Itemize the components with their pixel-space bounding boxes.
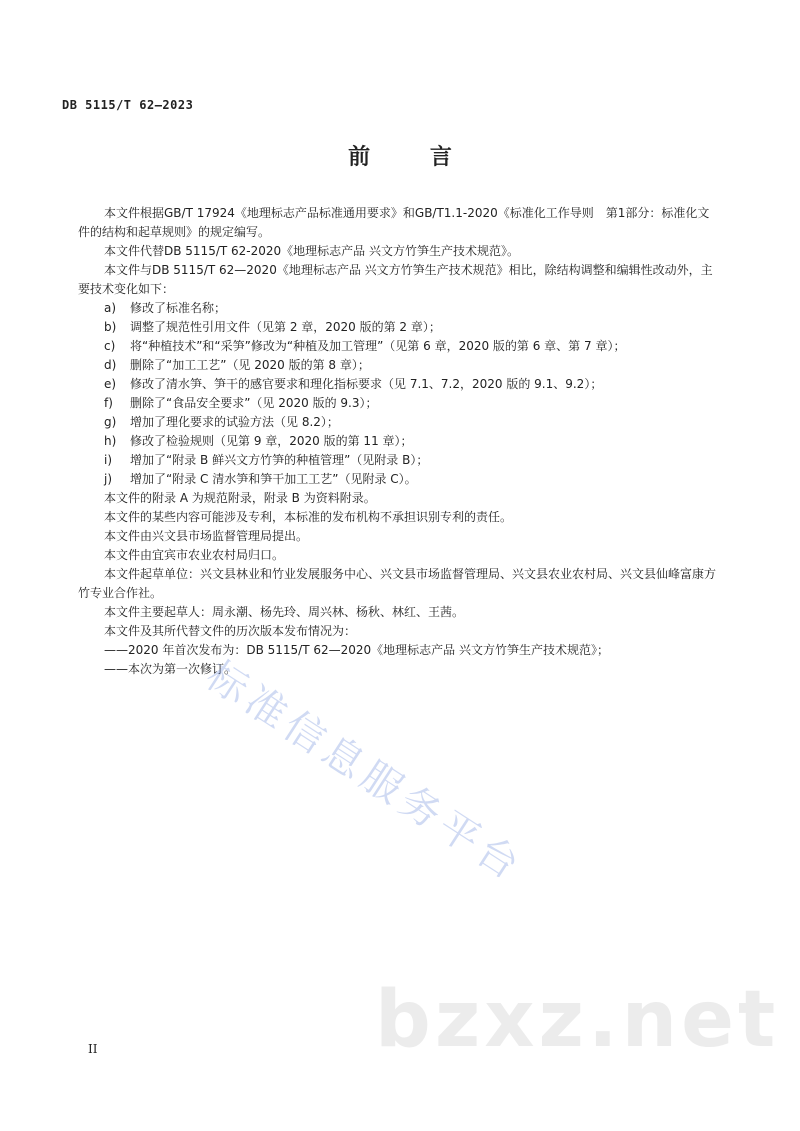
page-title: 前 言 (348, 145, 478, 170)
paragraph: 本文件代替DB 5115/T 62-2020《地理标志产品 兴文方竹笋生产技术规范》。 (104, 244, 519, 258)
list-marker: f) (104, 396, 113, 410)
document-body (78, 204, 718, 679)
paragraph: ——2020 年首次发布为：DB 5115/T 62—2020《地理标志产品 兴文方竹笋生产技术规范》； (104, 643, 609, 657)
list-text: 删除了“加工工艺”（见 2020 版的第 8 章）； (130, 358, 370, 372)
paragraph: 本文件根据GB/T 17924《地理标志产品标准通用要求》和GB/T1.1-2020《标准化工作导则 第1部分：标准化文件的结构和起草规则》的规定编写。 (78, 206, 710, 239)
paragraph: 本文件主要起草人：周永潮、杨先玲、周兴林、杨秋、林红、王茜。 (104, 605, 465, 619)
list-item (78, 432, 718, 451)
list-item (78, 413, 718, 432)
page-number: II (88, 1042, 98, 1056)
list-text: 修改了标准名称； (130, 301, 227, 315)
list-marker: j) (104, 472, 113, 486)
site-watermark: bzxz.net (375, 975, 780, 1065)
list-item (78, 375, 718, 394)
paragraph: 本文件的附录 A 为规范附录，附录 B 为资料附录。 (104, 491, 376, 505)
list-text: 增加了理化要求的试验方法（见 8.2）； (130, 415, 339, 429)
list-item (78, 394, 718, 413)
list-text: 删除了“食品安全要求”（见 2020 版的 9.3）； (130, 396, 378, 410)
paragraph: ——本次为第一次修订。 (104, 662, 237, 676)
list-marker: b) (104, 320, 117, 334)
list-text: 将“种植技术”和“采笋”修改为“种植及加工管理”（见第 6 章，2020 版的第 6 章、第 7 章）； (130, 339, 626, 353)
list-marker: e) (104, 377, 117, 391)
list-marker: a) (104, 301, 117, 315)
document-code: DB 5115/T 62—2023 (62, 98, 194, 112)
list-marker: i) (104, 453, 113, 467)
list-text: 增加了“附录 C 清水笋和笋干加工工艺”（见附录 C）。 (130, 472, 417, 486)
watermark-text: 标准信息服务平台 (198, 652, 532, 892)
list-text: 修改了清水笋、笋干的感官要求和理化指标要求（见 7.1、7.2，2020 版的 9.1、9.2）； (130, 377, 603, 391)
list-text: 调整了规范性引用文件（见第 2 章，2020 版的第 2 章）； (130, 320, 441, 334)
paragraph: 本文件由兴文县市场监督管理局提出。 (104, 529, 309, 543)
paragraph: 本文件与DB 5115/T 62—2020《地理标志产品 兴文方竹笋生产技术规范》相比，除结构调整和编辑性改动外，主要技术变化如下： (78, 263, 713, 296)
list-item (78, 337, 718, 356)
list-item (78, 299, 718, 318)
paragraph: 本文件起草单位：兴文县林业和竹业发展服务中心、兴文县市场监督管理局、兴文县农业农村局、兴文县仙峰富康方竹专业合作社。 (78, 567, 717, 600)
paragraph: 本文件的某些内容可能涉及专利，本标准的发布机构不承担识别专利的责任。 (104, 510, 513, 524)
paragraph: 本文件由宜宾市农业农村局归口。 (104, 548, 285, 562)
list-marker: c) (104, 339, 116, 353)
list-item (78, 356, 718, 375)
list-marker: h) (104, 434, 117, 448)
list-marker: g) (104, 415, 117, 429)
list-marker: d) (104, 358, 117, 372)
list-item (78, 470, 718, 489)
list-item (78, 318, 718, 337)
list-text: 增加了“附录 B 鲜兴文方竹笋的种植管理”（见附录 B）； (130, 453, 429, 467)
list-item (78, 451, 718, 470)
list-text: 修改了检验规则（见第 9 章，2020 版的第 11 章）； (130, 434, 413, 448)
paragraph: 本文件及其所代替文件的历次版本发布情况为： (104, 624, 357, 638)
